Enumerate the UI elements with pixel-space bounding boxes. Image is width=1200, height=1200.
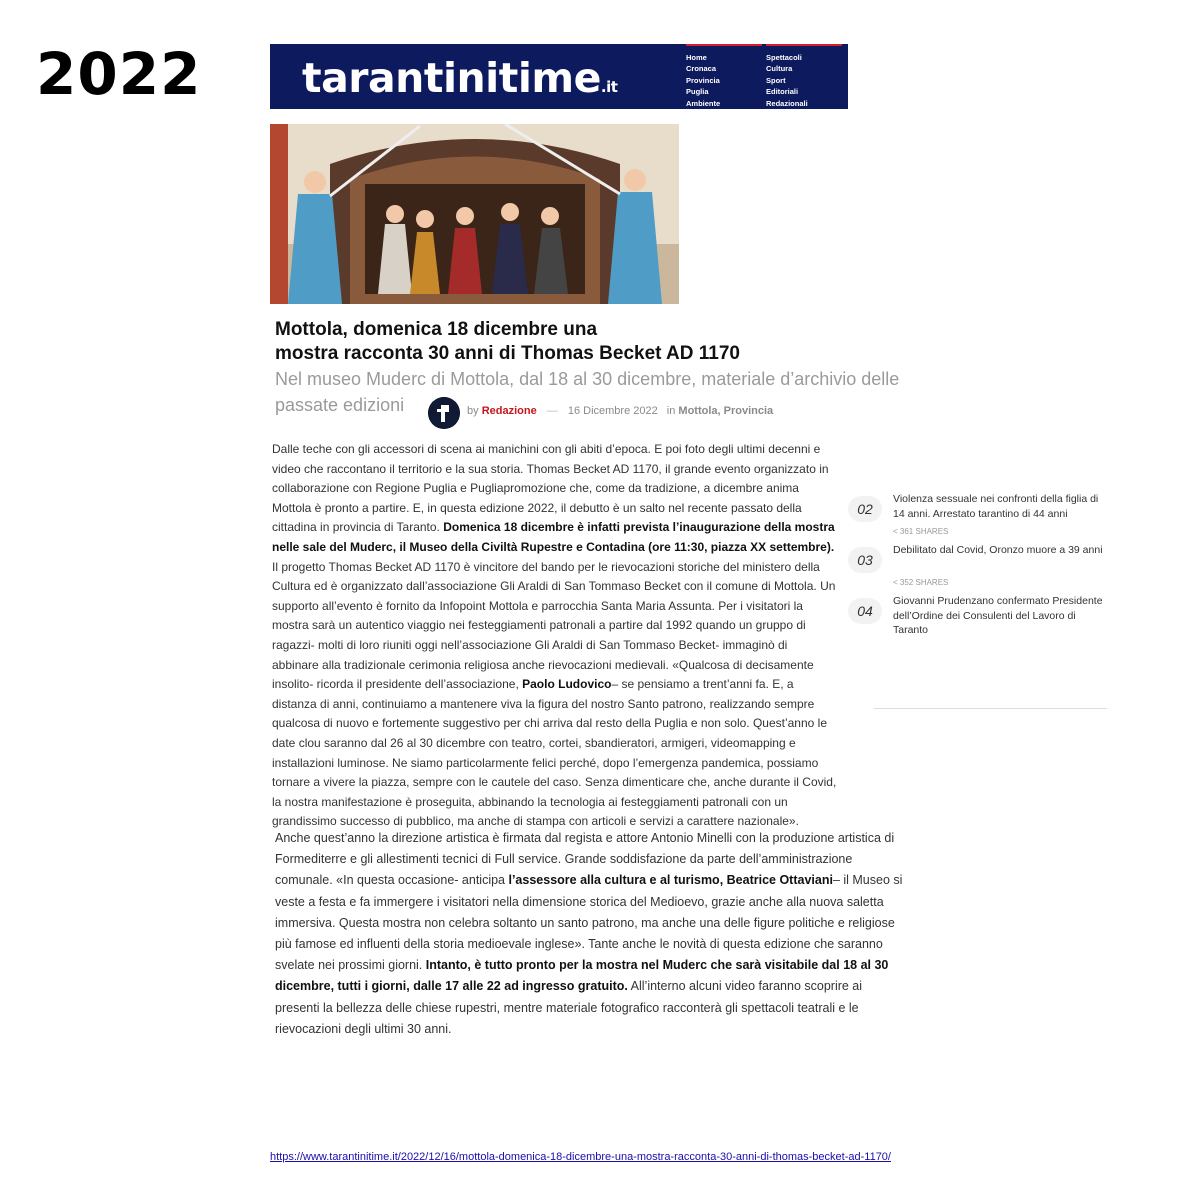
nav-item-sport[interactable]: Sport — [766, 75, 786, 85]
site-masthead — [270, 44, 848, 109]
author-avatar[interactable] — [428, 397, 460, 429]
trending-title[interactable]: Debilitato dal Covid, Oronzo muore a 39 anni — [893, 544, 1103, 556]
trending-sidebar — [845, 488, 1110, 641]
trending-rank: 02 — [848, 496, 882, 522]
meta-separator: — — [546, 405, 558, 417]
author-link[interactable]: Redazione — [481, 405, 537, 417]
site-logo[interactable] — [302, 54, 617, 102]
article-paragraph-1: Dalle teche con gli accessori di scena ai manichini con gli abiti d’epoca. E poi foto degli ultimi decenni e video che raccontano il territorio e la sua storia. Thomas Becket AD 1170, il grande evento organizzato in collaborazione con Regione Puglia e Pugliapromozione che, come da tradizione, a dicembre anima Mottola è pronto a partire. E, in questa edizione 2022, il debutto è un salto nel recente passato della cittadina in provincia di Taranto. Domenica 18 dicembre è infatti prevista l’inaugurazione della mostra nelle sale del Muderc, il Museo della Civiltà Rupestre e Contadina (ore 11:30, piazza XX settembre). — [272, 442, 835, 554]
article-title — [275, 318, 835, 366]
logo-text: tarantinitime — [302, 54, 601, 102]
source-url-link[interactable]: https://www.tarantinitime.it/2022/12/16/mottola-domenica-18-dicembre-una-mostra-racconta-30-anni-di-thomas-becket-ad-1170/ — [270, 1151, 891, 1163]
nav-item-spettacoli[interactable]: Spettacoli — [766, 53, 802, 62]
article-body-part-1 — [272, 440, 837, 832]
nav-item-puglia[interactable]: Puglia — [686, 87, 709, 97]
logo-tld: .it — [600, 78, 618, 96]
nav-item-ambiente[interactable]: Ambiente — [686, 98, 721, 108]
article-paragraph-3: Anche quest’anno la direzione artistica è firmata dal regista e attore Antonio Minelli con la produzione artistica di Formediterre e gli allestimenti tecnici di Full service. Grande soddisfazione da parte dell’amministrazione comunale. «In questa occasione- anticipa l’assessore alla cultura e al turismo, Beatrice Ottaviani– il Museo si veste a festa e fa immergere i visitatori nella dimensione storica del Medioevo, grazie anche alla nuova saletta immersiva. Questa mostra non celebra soltanto un santo patrono, ma anche una delle figure politiche e religiose più famose ed influenti della storia medioevale inglese». Tante anche le novità di questa edizione che saranno svelate nei prossimi giorni. Intanto, è tutto pronto per la mostra nel Muderc che sarà visitabile dal 18 al 30 dicembre, tutti i giorni, dalle 17 alle 22 ad ingresso gratuito. All’interno alcuni video faranno scoprire ai presenti la bellezza delle chiese rupestri, mentre materiale fotografico racconterà gli spettacoli teatrali e le rievocazioni degli ultimi 30 anni. — [275, 831, 903, 1036]
article-title-line-2: mostra racconta 30 anni di Thomas Becket AD 1170 — [275, 343, 740, 364]
publish-date: 16 Dicembre 2022 — [567, 405, 658, 417]
category-links[interactable]: Mottola, Provincia — [678, 405, 774, 417]
nav-item-home[interactable]: Home — [686, 53, 707, 62]
nav-item-cultura[interactable]: Cultura — [766, 64, 793, 74]
sidebar-divider — [874, 708, 1107, 709]
trending-item[interactable] — [845, 539, 1110, 590]
share-icon: < — [893, 527, 898, 536]
trending-rank: 04 — [848, 598, 882, 624]
nav-item-provincia[interactable]: Provincia — [686, 75, 720, 85]
trending-rank: 03 — [848, 547, 882, 573]
article-subtitle: Nel museo Muderc di Mottola, dal 18 al 30 dicembre, materiale d’archivio delle passate edizioni — [275, 369, 900, 415]
nav-column-1 — [686, 44, 762, 109]
trending-title[interactable]: Giovanni Prudenzano confermato Presidente dell’Ordine dei Consulenti del Lavoro di Taranto — [893, 595, 1103, 636]
nav-item-editoriali[interactable]: Editoriali — [766, 87, 799, 97]
article-paragraph-2: Il progetto Thomas Becket AD 1170 è vincitore del bando per le rievocazioni storiche del ministero della Cultura ed è organizzato dall’associazione Gli Araldi di San Tommaso Becket con il comune di Mottola. Un supporto all’evento è fornito da Infopoint Mottola e parrocchia Santa Maria Assunta. Per i visitatori la mostra sarà un autentico viaggio nei festeggiamenti patronali a partire dal 1992 quando un gruppo di ragazzi- molti di loro riuniti oggi nell’associazione Gli Araldi di San Tommaso Becket- immaginò di abbinare alla tradizionale cerimonia religiosa anche rievocazioni medievali. «Qualcosa di decisamente insolito- ricorda il presidente dell’associazione, Paolo Ludovico– se pensiamo a trent’anni fa. E, a distanza di anni, continuiamo a mantenere viva la figura del nostro Santo patrono, realizzando sempre qualcosa di nuovo e fortemente suggestivo per chi arriva dal resto della Puglia e non solo. Quest’anno le date clou saranno dal 26 al 30 dicembre con teatro, cortei, sbandieratori, armigeri, videomapping e installazioni luminose. Ne siamo particolarmente felici perché, dopo l’emergenza pandemica, possiamo tornare a vivere la piazza, sempre con le cautele del caso. Senza dimenticare che, anche durante il Covid, la nostra manifestazione è proseguita, abbinando la tecnologia ai festeggiamenti patronali con un grandissimo successo di pubblico, ma anche di stampa con articoli e servizi a carattere nazionale». — [272, 559, 837, 829]
share-count: < 352 SHARES — [893, 578, 949, 587]
nav-item-cronaca[interactable]: Cronaca — [686, 64, 717, 74]
trending-item[interactable] — [845, 590, 1110, 641]
article-body-part-2 — [275, 828, 905, 1040]
trending-title[interactable]: Violenza sessuale nei confronti della figlia di 14 anni. Arrestato tarantino di 44 anni — [893, 493, 1099, 520]
trending-item[interactable] — [845, 488, 1110, 539]
article-meta — [467, 405, 773, 417]
article-hero-image — [270, 124, 679, 304]
in-label: in — [666, 405, 676, 417]
by-label: by — [467, 405, 479, 417]
article-title-line-1: Mottola, domenica 18 dicembre una — [275, 319, 598, 340]
share-count: < 361 SHARES — [893, 527, 949, 536]
share-icon: < — [893, 578, 898, 587]
nav-column-2 — [766, 44, 842, 109]
year-label: 2022 — [36, 40, 202, 108]
nav-item-redazionali[interactable]: Redazionali — [766, 98, 808, 108]
